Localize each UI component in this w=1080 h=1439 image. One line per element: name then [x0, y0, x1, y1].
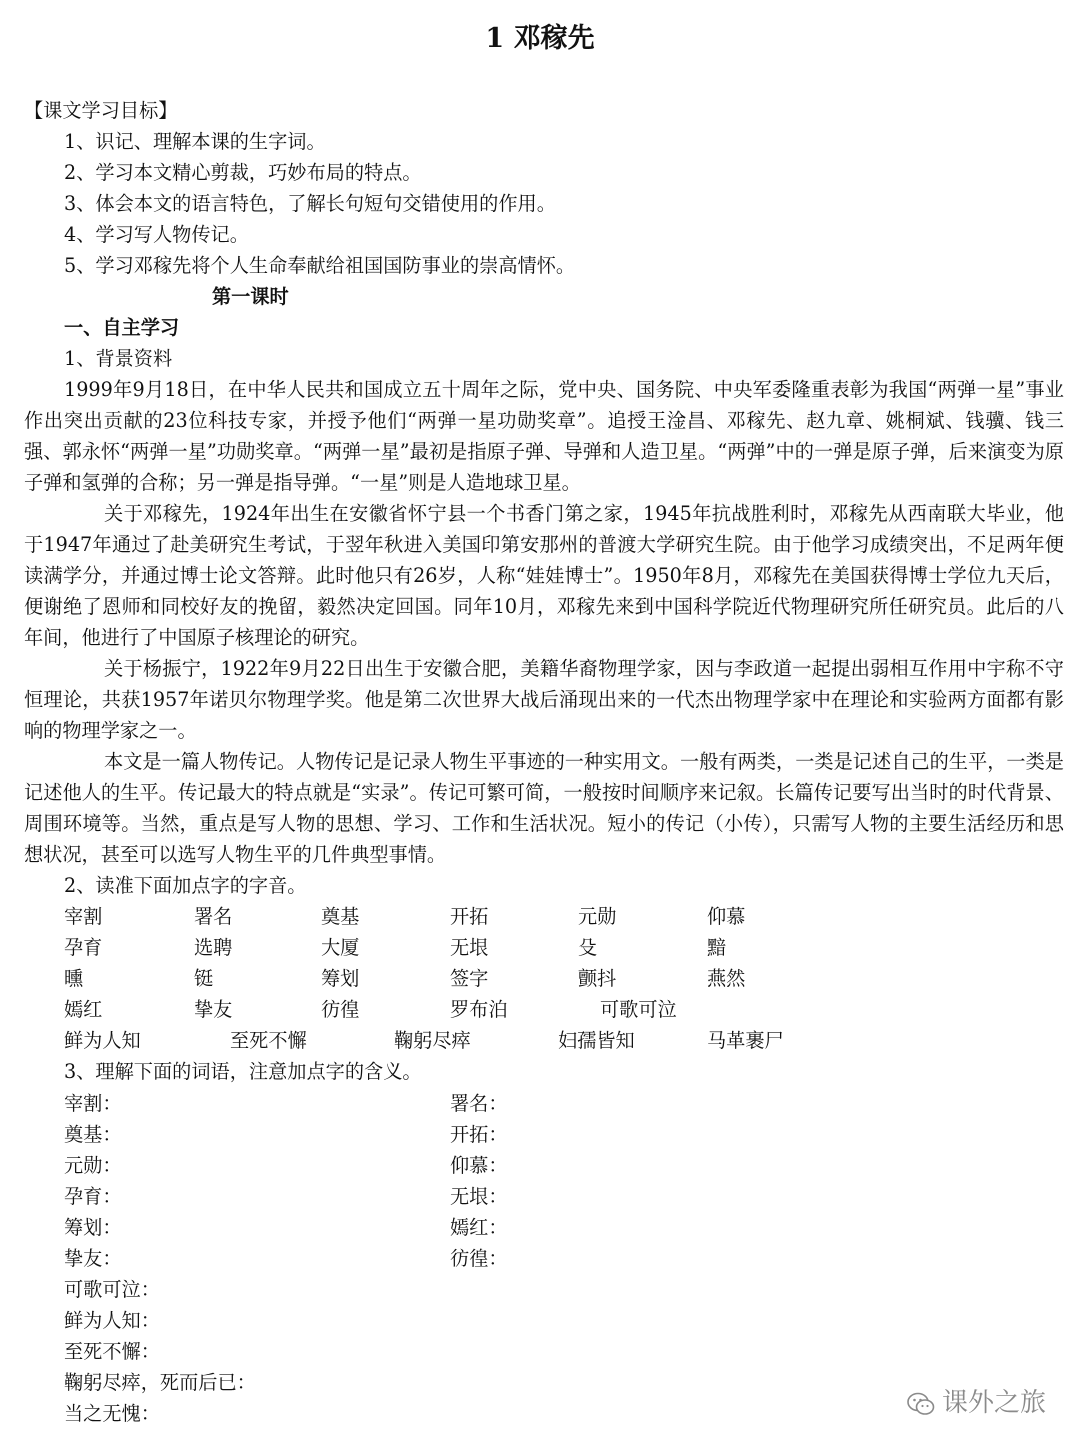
word-item: 仰慕 [707, 905, 746, 928]
watermark-text: 课外之旅 [941, 1388, 1046, 1418]
word-item: 选聘 [194, 936, 233, 959]
definition-term: 可歌可泣： [64, 1278, 160, 1301]
definition-term: 署名： [450, 1092, 508, 1115]
word-item: 宰割 [64, 905, 103, 928]
definition-term: 嫣红： [450, 1216, 508, 1239]
definition-term: 当之无愧： [64, 1402, 160, 1425]
word-item: 彷徨 [321, 998, 360, 1021]
word-item: 署名 [194, 905, 233, 928]
word-item: 无垠 [450, 936, 489, 959]
background-heading: 1、背景资料 [64, 347, 173, 370]
section-heading: 一、自主学习 [64, 316, 180, 339]
word-item: 黯 [707, 936, 727, 959]
goal-item: 1、识记、理解本课的生字词。 [64, 130, 326, 153]
word-item: 颤抖 [578, 967, 617, 990]
definition-term: 元勋： [64, 1154, 122, 1177]
word-item: 筹划 [321, 967, 360, 990]
definition-term: 筹划： [64, 1216, 122, 1239]
word-item: 曛 [64, 967, 84, 990]
definition-term: 鞠躬尽瘁，死而后已： [64, 1371, 256, 1394]
word-item: 妇孺皆知 [558, 1029, 635, 1052]
paragraph-deng: 关于邓稼先，1924年出生在安徽省怀宁县一个书香门第之家，1945年抗战胜利时，邓稼先从西南联大毕业，他于1947年通过了赴美研究生考试，于翌年秋进入美国印第安那州的普渡大学研究生院。由于他学习成绩突出，不足两年便读满学分，并通过博士论文答辩。此时他只有26岁，人称“娃娃博士”。1950年8月，邓稼先在美国获得博士学位九天后，便谢绝了恩师和同校好友的挽留，毅然决定回国。同年10月，邓稼先来到中国科学院近代物理研究所任研究员。此后的八年间，他进行了中国原子核理论的研究。 [24, 502, 1064, 649]
definition-term: 奠基： [64, 1123, 122, 1146]
word-item: 挚友 [194, 998, 233, 1021]
word-item: 开拓 [450, 905, 489, 928]
definition-term: 孕育： [64, 1185, 122, 1208]
word-item: 鲜为人知 [64, 1029, 141, 1052]
word-item: 嫣红 [64, 998, 103, 1021]
word-item: 至死不懈 [230, 1029, 307, 1052]
word-item: 奠基 [321, 905, 360, 928]
paragraph-yang: 关于杨振宁，1922年9月22日出生于安徽合肥，美籍华裔物理学家，因与李政道一起提出弱相互作用中宇称不守恒理论，共获1957年诺贝尔物理学奖。他是第二次世界大战后涌现出来的一代杰出物理学家中在理论和实验两方面都有影响的物理学家之一。 [24, 657, 1064, 742]
goal-item: 2、学习本文精心剪裁，巧妙布局的特点。 [64, 161, 422, 184]
definition-term: 开拓： [450, 1123, 508, 1146]
word-item: 可歌可泣 [600, 998, 677, 1021]
goal-item: 5、学习邓稼先将个人生命奉献给祖国国防事业的崇高情怀。 [64, 254, 576, 277]
goal-item: 4、学习写人物传记。 [64, 223, 249, 246]
word-item: 元勋 [578, 905, 617, 928]
word-item: 罗布泊 [450, 998, 508, 1021]
question-3-heading: 3、理解下面的词语，注意加点字的含义。 [64, 1060, 422, 1083]
word-item: 燕然 [707, 967, 746, 990]
goal-item: 3、体会本文的语言特色，了解长句短句交错使用的作用。 [64, 192, 556, 215]
definition-term: 鲜为人知： [64, 1309, 160, 1332]
word-item: 铤 [194, 967, 214, 990]
paragraph-biography: 本文是一篇人物传记。人物传记是记录人物生平事迹的一种实用文。一般有两类，一类是记述自己的生平，一类是记述他人的生平。传记最大的特点就是“实录”。传记可繁可简，一般按时间顺序来记叙。长篇传记要写出当时的时代背景、周围环境等。当然，重点是写人物的思想、学习、工作和生活状况。短小的传记（小传），只需写人物的主要生活经历和思想状况，甚至可以选写人物生平的几件典型事情。 [24, 750, 1064, 866]
word-item: 孕育 [64, 936, 103, 959]
definition-term: 宰割： [64, 1092, 122, 1115]
question-2-heading: 2、读准下面加点字的字音。 [64, 874, 307, 897]
word-item: 大厦 [321, 936, 360, 959]
lesson-heading: 第一课时 [212, 285, 289, 308]
paragraph-two-bombs: 1999年9月18日，在中华人民共和国成立五十周年之际，党中央、国务院、中央军委隆重表彰为我国“两弹一星”事业作出突出贡献的23位科技专家，并授予他们“两弹一星功勋奖章”。追授王淦昌、邓稼先、赵九章、姚桐斌、钱骥、钱三强、郭永怀“两弹一星”功勋奖章。“两弹一星”最初是指原子弹、导弹和人造卫星。“两弹”中的一弹是原子弹，后来演变为原子弹和氢弹的合称；另一弹是指导弹。“一星”则是人造地球卫星。 [24, 378, 1064, 494]
watermark [906, 1382, 1046, 1419]
goals-heading: 【课文学习目标】 [24, 99, 178, 122]
word-item: 殳 [578, 936, 598, 959]
definition-term: 彷徨： [450, 1247, 508, 1270]
word-item: 签字 [450, 967, 489, 990]
wechat-icon [906, 1391, 936, 1417]
page-title: 1 邓稼先 [485, 23, 595, 54]
word-item: 马革裹尸 [707, 1029, 784, 1052]
definition-term: 至死不懈： [64, 1340, 160, 1363]
definition-term: 无垠： [450, 1185, 508, 1208]
definition-term: 挚友： [64, 1247, 122, 1270]
word-item: 鞠躬尽瘁 [394, 1029, 471, 1052]
definition-term: 仰慕： [450, 1154, 508, 1177]
